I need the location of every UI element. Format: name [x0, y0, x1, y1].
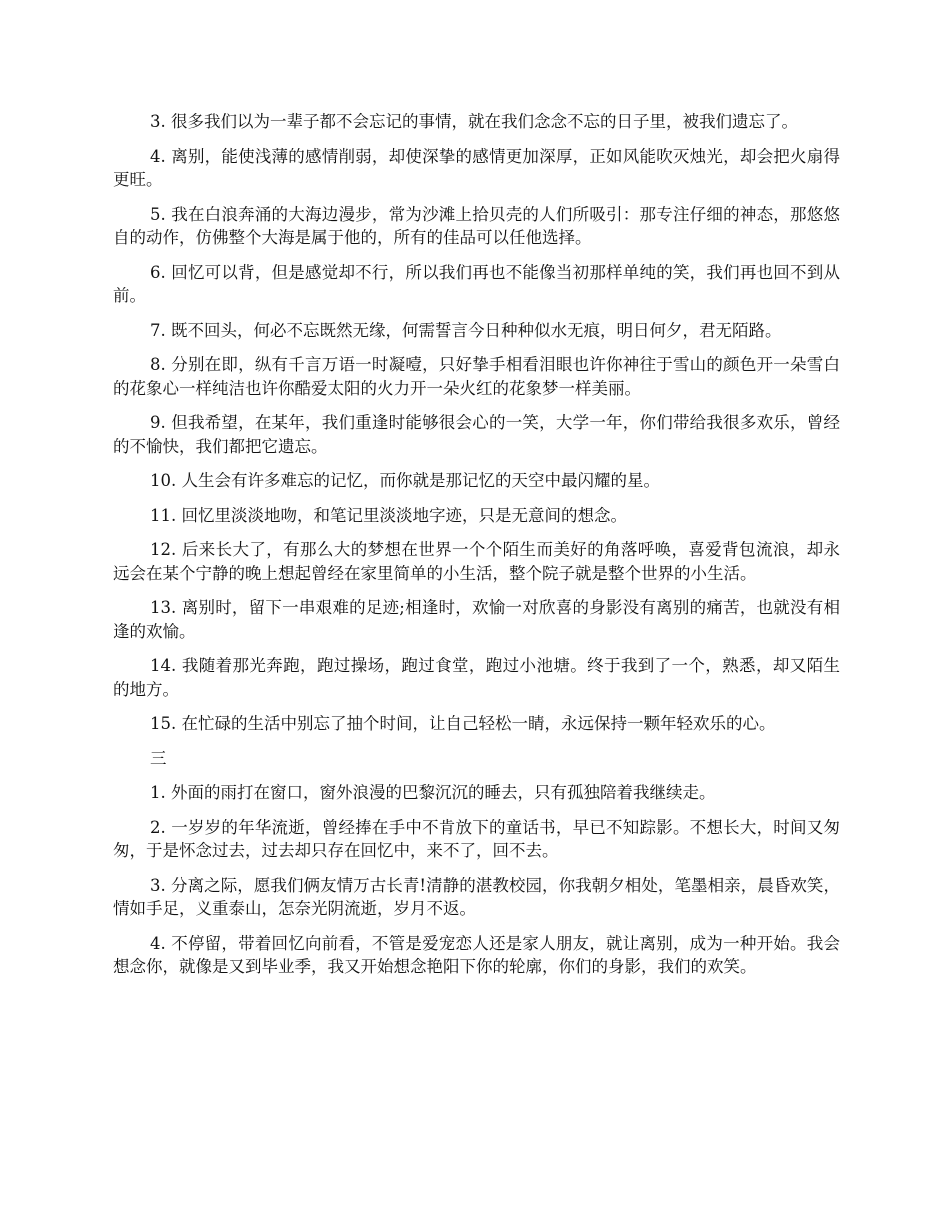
paragraph-8: 8. 分别在即，纵有千言万语一时凝噎，只好挚手相看泪眼也许你神往于雪山的颜色开一朵雪白的花象心一样纯洁也许你酷爱太阳的火力开一朵火红的花象梦一样美丽。 — [113, 355, 840, 398]
paragraph-13: 13. 离别时，留下一串艰难的足迹;相逢时，欢愉一对欣喜的身影没有离别的痛苦，也就没有相逢的欢愉。 — [113, 598, 840, 641]
paragraph-4: 4. 离别，能使浅薄的感情削弱，却使深挚的感情更加深厚，正如风能吹灭烛光，却会把火扇得更旺。 — [113, 146, 840, 189]
section3-paragraph-3: 3. 分离之际，愿我们俩友情万古长青!清静的湛教校园，你我朝夕相处，笔墨相亲，晨昏欢笑，情如手足，义重泰山，怎奈光阴流逝，岁月不返。 — [113, 875, 840, 918]
section3-paragraph-1: 1. 外面的雨打在窗口，窗外浪漫的巴黎沉沉的睡去，只有孤独陪着我继续走。 — [150, 783, 716, 802]
paragraph-3: 3. 很多我们以为一辈子都不会忘记的事情，就在我们念念不忘的日子里，被我们遗忘了。 — [150, 112, 798, 131]
paragraph-10: 10. 人生会有许多难忘的记忆，而你就是那记忆的天空中最闪耀的星。 — [150, 471, 660, 490]
paragraph-14: 14. 我随着那光奔跑，跑过操场，跑过食堂，跑过小池塘。终于我到了一个，熟悉，却又陌生的地方。 — [113, 656, 840, 699]
document-page — [113, 110, 840, 990]
section3-paragraph-2: 2. 一岁岁的年华流逝，曾经捧在手中不肯放下的童话书，早已不知踪影。不想长大，时间又匆匆，于是怀念过去，过去却只存在回忆中，来不了，回不去。 — [113, 817, 840, 860]
paragraph-9: 9. 但我希望，在某年，我们重逢时能够很会心的一笑，大学一年，你们带给我很多欢乐，曾经的不愉快，我们都把它遗忘。 — [113, 413, 840, 456]
paragraph-6: 6. 回忆可以背，但是感觉却不行，所以我们再也不能像当初那样单纯的笑，我们再也回不到从前。 — [113, 262, 840, 305]
paragraph-12: 12. 后来长大了，有那么大的梦想在世界一个个陌生而美好的角落呼唤，喜爱背包流浪，却永远会在某个宁静的晚上想起曾经在家里简单的小生活，整个院子就是整个世界的小生活。 — [113, 540, 840, 583]
paragraph-7: 7. 既不回头，何必不忘既然无缘，何需誓言今日种种似水无痕，明日何夕，君无陌路。 — [150, 320, 782, 340]
section3-paragraph-4: 4. 不停留，带着回忆向前看，不管是爱宠恋人还是家人朋友，就让离别，成为一种开始。我会想念你，就像是又到毕业季，我又开始想念艳阳下你的轮廓，你们的身影，我们的欢笑。 — [113, 933, 840, 976]
paragraph-15: 15. 在忙碌的生活中别忘了抽个时间，让自己轻松一睛，永远保持一颗年轻欢乐的心。 — [150, 714, 776, 733]
section-heading: 三 — [150, 748, 167, 768]
paragraph-5: 5. 我在白浪奔涌的大海边漫步，常为沙滩上拾贝壳的人们所吸引：那专注仔细的神态，那悠悠自的动作，仿佛整个大海是属于他的，所有的佳品可以任他选择。 — [113, 204, 840, 247]
paragraph-11: 11. 回忆里淡淡地吻，和笔记里淡淡地字迹，只是无意间的想念。 — [150, 505, 627, 525]
